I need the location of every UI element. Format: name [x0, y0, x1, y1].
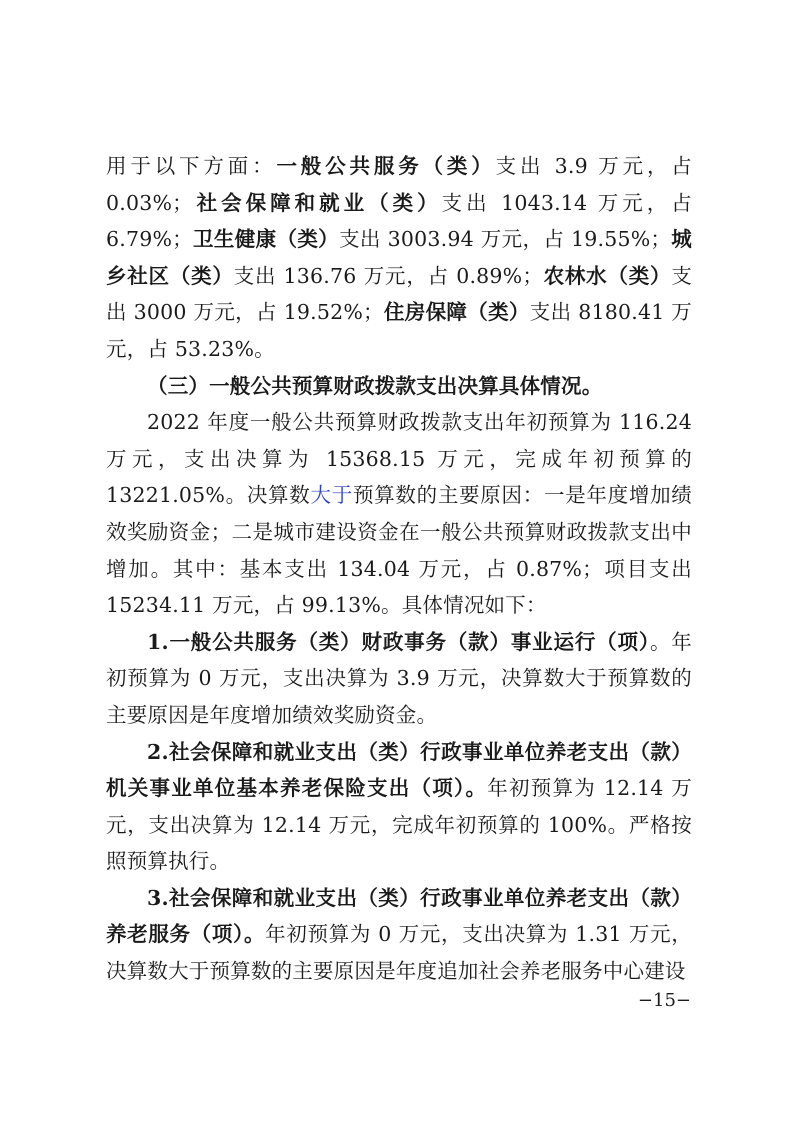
text-run: 支出 136.76 万元，占 0.89%；: [233, 263, 544, 288]
document-body: [106, 148, 692, 990]
item-3-text: 年初预算为 0 万元，支出决算为 1.31 万元，决算数大于预算数的主要原因是年度追加社会养老服务中心建设: [106, 922, 692, 984]
text-run: 支出 3.9 万元，占 0.03%；: [106, 154, 692, 215]
item-3: [106, 880, 692, 990]
text-run: 支出 3000 万元，占 19.52%；: [106, 263, 693, 325]
category-agriculture-forestry-water: 农林水（类）: [543, 263, 672, 288]
text-run: 2022 年度一般公共预算财政拨款支出年初预算为 116.24 万元，支出决算为 15368.15 万元，完成年初预算的 13221.05%。决算数: [106, 410, 692, 508]
category-urban-rural-community: 城乡社区（类）: [106, 227, 693, 288]
highlighted-text: 大于: [310, 483, 353, 508]
item-2: [106, 734, 692, 880]
text-run: 预算数的主要原因：一是年度增加绩效奖励资金；二是城市建设资金在一般公共预算财政拨款支出中增加。其中：基本支出 134.04 万元，占 0.87%；项目支出 15234.11 万元，占 99.13%。具体情况如下：: [106, 483, 692, 618]
item-1-title: 1.一般公共服务（类）财政事务（款）事业运行（项）: [147, 629, 650, 654]
page-number: −15−: [637, 990, 691, 1011]
item-2-text: 年初预算为 12.14 万元，支出决算为 12.14 万元，完成年初预算的 100%。严格按照预算执行。: [106, 776, 692, 874]
text-run: 支出 1043.14 万元，占 6.79%；: [106, 190, 692, 252]
category-social-security: 社会保障和就业（类）: [192, 190, 442, 215]
item-3-title: 3.社会保障和就业支出（类）行政事业单位养老支出（款）养老服务（项）。: [106, 885, 692, 947]
text-run: 用于以下方面：: [106, 154, 277, 178]
category-general-public-services: 一般公共服务（类）: [276, 154, 496, 178]
item-2-title: 2.社会保障和就业支出（类）行政事业单位养老支出（款）机关事业单位基本养老保险支出（项）。: [106, 739, 692, 801]
item-1-text: 。年初预算为 0 万元，支出决算为 3.9 万元，决算数大于预算数的主要原因是年度增加绩效奖励资金。: [106, 629, 692, 727]
section-heading-3: （三）一般公共预算财政拨款支出决算具体情况。: [147, 373, 603, 398]
paragraph-expenditure-categories: [106, 148, 692, 368]
paragraph-budget-summary: [106, 404, 692, 624]
category-health: 卫生健康（类）: [192, 227, 340, 252]
category-housing: 住房保障（类）: [383, 300, 530, 325]
item-1: [106, 624, 692, 734]
text-run: 支出 3003.94 万元，占 19.55%；: [339, 227, 672, 252]
text-run: 支出 8180.41 万元，占 53.23%。: [106, 300, 692, 361]
